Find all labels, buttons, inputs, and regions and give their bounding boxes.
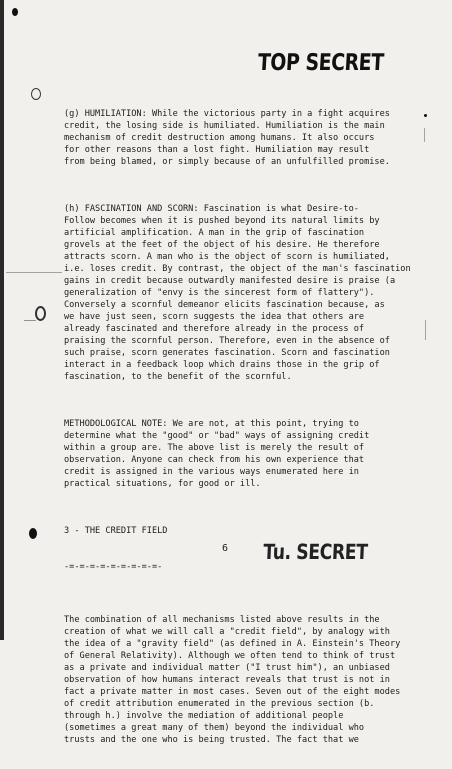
page-body xyxy=(64,84,416,769)
paragraph-credit-field: The combination of all mechanisms listed above results in the creation of what we will call a "credit field", by analogy with the idea of a "gravity field" (as defined in A. Einstein's Theory of General Relativity). Although we often tend to think of trust as a private and individual matter ("I trust him"), an unbiased observation of how humans interact reveals that trust is not in fact a private matter in most cases. Seven out of the eight modes of credit attribution enumerated in the previous section (b. through h.) involve the mediation of additional people (sometimes a great many of them) beyond the individual who trusts and the one who is being trusted. The fact that we xyxy=(64,615,401,745)
ink-speck xyxy=(424,114,427,117)
punch-hole-middle xyxy=(35,306,46,321)
paragraph-fascination-scorn: (h) FASCINATION AND SCORN: Fascination is what Desire-to- Follow becomes when it is pushed beyond its natural limits by artificial amplification. A man in the grip of fascination grovels at the feet of the object of his desire. He therefore attracts scorn. A man who is the object of scorn is humiliated, i.e. loses credit. By contrast, the object of the man's fascination gains in credit because outwardly manifested desire is praise (a generalization of "envy is the sincerest form of flattery"). Conversely a scornful demeanor elicits fascination because, as we have just seen, scorn suggests the idea that others are already fascinated and therefore already in the process of praising the scornful person. Therefore, even in the absence of such praise, scorn generates fascination. Scorn and fascination interact in a feedback loop which drains those in the grip of fascination, to the benefit of the scornful. xyxy=(64,204,411,382)
scan-mark xyxy=(425,320,426,340)
bottom-secret-stamp: Tu. SECRET xyxy=(262,540,368,564)
paragraph-methodological-note: METHODOLOGICAL NOTE: We are not, at this point, trying to determine what the "good" or "bad" ways of assigning credit within a group are. The above list is merely the result of observation. Anyone can check from his own experience that credit is assigned in the various ways enumerated here in practical situations, for good or ill. xyxy=(64,419,370,489)
section-underline: -=-=-=-=-=-=-=-=-=- xyxy=(64,562,163,572)
page-number: 6 xyxy=(222,543,229,554)
paragraph-humiliation: (g) HUMILIATION: While the victorious party in a fight acquires credit, the losing side is humiliated. Humiliation is the main mechanism of credit destruction among humans. It also occurs for other reasons than a lost fight. Humiliation may result from being blamed, or simply because of an unfulfilled promise. xyxy=(64,109,390,167)
ink-blot xyxy=(29,528,37,539)
punch-hole-top xyxy=(31,88,41,100)
top-secret-stamp: TOP SECRET xyxy=(256,50,384,76)
section-heading: 3 - THE CREDIT FIELD xyxy=(64,526,168,536)
scan-mark xyxy=(424,128,425,142)
scan-mark xyxy=(6,272,62,273)
scan-mark xyxy=(24,320,36,321)
ink-spot xyxy=(12,8,18,16)
scan-edge xyxy=(0,0,4,640)
